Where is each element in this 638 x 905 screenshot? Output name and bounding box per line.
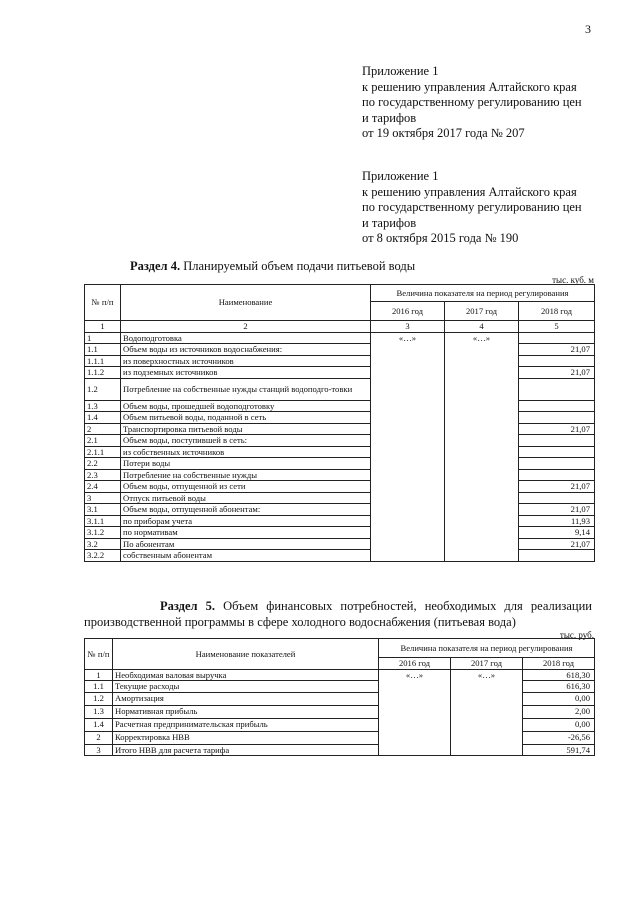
appendix-line: от 19 октября 2017 года № 207 [362, 126, 525, 141]
section-4-label: Раздел 4. [130, 259, 181, 273]
header-num: № п/п [85, 285, 121, 321]
header-year: 2017 год [451, 658, 523, 670]
year-2018-value: 21,07 [519, 538, 595, 550]
year-2018-value [519, 412, 595, 424]
header-year: 2016 год [379, 658, 451, 670]
table-row [85, 423, 595, 435]
header-year: 2016 год [371, 302, 445, 321]
column-number: 4 [445, 321, 519, 333]
year-2016-value: «…» [379, 669, 451, 756]
row-number: 3.1 [85, 504, 121, 516]
section-4-title [130, 258, 415, 274]
year-2018-value [519, 469, 595, 481]
year-2018-value [519, 550, 595, 562]
column-number: 2 [121, 321, 371, 333]
section-4-title-text: Планируемый объем подачи питьевой воды [180, 259, 416, 273]
row-number: 2 [85, 423, 121, 435]
table-row [85, 669, 595, 681]
row-name: из поверхностных источников [121, 355, 371, 367]
row-number: 1.4 [85, 412, 121, 424]
row-name: Необходимая валовая выручка [113, 669, 379, 681]
table-row [85, 515, 595, 527]
row-number: 1.3 [85, 400, 121, 412]
section-5-title-text: Объем финансовых потребностей, необходимых для реализации производственной программы в сфере холодного водоснабжения (питьевая вода) [84, 599, 592, 629]
appendix-line: и тарифов [362, 215, 417, 230]
row-number: 2.1 [85, 435, 121, 447]
header-name: Наименование [121, 285, 371, 321]
row-number: 3 [85, 492, 121, 504]
row-name: Отпуск питьевой воды [121, 492, 371, 504]
section-5-table-body [85, 669, 595, 756]
section-4-table [84, 284, 595, 562]
appendix-header-original [362, 169, 582, 247]
section-5-unit: тыс. руб. [559, 630, 594, 640]
row-name: Объем воды, отпущенной абонентам: [121, 504, 371, 516]
table-row [85, 504, 595, 516]
table-row [85, 481, 595, 493]
table-row [85, 367, 595, 379]
row-number: 1.1.2 [85, 367, 121, 379]
table-row [85, 550, 595, 562]
row-number: 1.4 [85, 718, 113, 731]
appendix-line: Приложение 1 [362, 169, 439, 183]
year-2018-value: 2,00 [523, 705, 595, 718]
year-2018-value: 21,07 [519, 367, 595, 379]
table-row [85, 332, 595, 344]
row-name: из собственных источников [121, 446, 371, 458]
row-name: Потребление на собственные нужды [121, 469, 371, 481]
row-name: Водоподготовка [121, 332, 371, 344]
table-row [85, 378, 595, 400]
table-row [85, 538, 595, 550]
row-name: Потребление на собственные нужды станций водоподго-товки [121, 378, 371, 400]
row-name: Транспортировка питьевой воды [121, 423, 371, 435]
row-number: 2.4 [85, 481, 121, 493]
row-number: 1.2 [85, 378, 121, 400]
row-name: Амортизация [113, 692, 379, 705]
year-2018-value [519, 400, 595, 412]
year-2018-value [519, 492, 595, 504]
row-name: Нормативная прибыль [113, 705, 379, 718]
year-2018-value: -26,56 [523, 731, 595, 744]
table-row [85, 492, 595, 504]
table-row [85, 458, 595, 470]
year-2018-value [519, 332, 595, 344]
section-5-title [84, 598, 592, 630]
year-2016-value: «…» [371, 332, 445, 561]
year-2018-value: 0,00 [523, 692, 595, 705]
column-number: 1 [85, 321, 121, 333]
row-name: Корректировка НВВ [113, 731, 379, 744]
table-row [85, 400, 595, 412]
table-row [85, 344, 595, 356]
appendix-line: от 8 октября 2015 года № 190 [362, 231, 519, 246]
column-number: 5 [519, 321, 595, 333]
appendix-line: по государственному регулированию цен [362, 95, 582, 110]
header-name: Наименование показателей [113, 639, 379, 670]
appendix-line: и тарифов [362, 110, 417, 125]
section-5-table [84, 638, 595, 756]
page-number: 3 [585, 22, 591, 36]
section-5-label: Раздел 5. [160, 599, 216, 613]
column-number: 3 [371, 321, 445, 333]
header-period: Величина показателя на период регулирования [371, 285, 595, 302]
row-number: 1.3 [85, 705, 113, 718]
appendix-line: к решению управления Алтайского края [362, 184, 577, 199]
year-2017-value: «…» [451, 669, 523, 756]
row-number: 2.3 [85, 469, 121, 481]
row-name: собственным абонентам [121, 550, 371, 562]
row-name: по нормативам [121, 527, 371, 539]
year-2018-value: 0,00 [523, 718, 595, 731]
row-number: 3.1.1 [85, 515, 121, 527]
year-2018-value [519, 458, 595, 470]
year-2018-value: 618,30 [523, 669, 595, 681]
row-name: по приборам учета [121, 515, 371, 527]
year-2018-value: 11,93 [519, 515, 595, 527]
row-number: 1.1.1 [85, 355, 121, 367]
appendix-header-current [362, 64, 582, 142]
year-2018-value: 591,74 [523, 744, 595, 756]
row-name: Объем воды, поступившей в сеть: [121, 435, 371, 447]
year-2018-value [519, 378, 595, 400]
table-row [85, 527, 595, 539]
row-number: 1 [85, 332, 121, 344]
year-2018-value [519, 355, 595, 367]
row-number: 3.2 [85, 538, 121, 550]
header-num: № п/п [85, 639, 113, 670]
row-number: 2 [85, 731, 113, 744]
appendix-line: по государственному регулированию цен [362, 200, 582, 215]
row-name: Итого НВВ для расчета тарифа [113, 744, 379, 756]
row-name: По абонентам [121, 538, 371, 550]
row-name: Расчетная предпринимательская прибыль [113, 718, 379, 731]
row-number: 2.2 [85, 458, 121, 470]
row-name: Объем воды из источников водоснабжения: [121, 344, 371, 356]
year-2017-value: «…» [445, 332, 519, 561]
year-2018-value: 616,30 [523, 681, 595, 693]
row-name: Потери воды [121, 458, 371, 470]
table-row [85, 446, 595, 458]
header-year: 2017 год [445, 302, 519, 321]
row-number: 1 [85, 669, 113, 681]
row-number: 1.1 [85, 681, 113, 693]
table-row [85, 469, 595, 481]
row-number: 3 [85, 744, 113, 756]
row-name: из подземных источников [121, 367, 371, 379]
appendix-line: к решению управления Алтайского края [362, 79, 577, 94]
header-period: Величина показателя на период регулирования [379, 639, 595, 658]
row-number: 2.1.1 [85, 446, 121, 458]
year-2018-value: 21,07 [519, 423, 595, 435]
row-number: 3.1.2 [85, 527, 121, 539]
year-2018-value: 21,07 [519, 481, 595, 493]
year-2018-value: 21,07 [519, 504, 595, 516]
row-number: 1.1 [85, 344, 121, 356]
row-name: Объем питьевой воды, поданной в сеть [121, 412, 371, 424]
year-2018-value: 21,07 [519, 344, 595, 356]
section-4-table-body [85, 332, 595, 561]
row-number: 3.2.2 [85, 550, 121, 562]
year-2018-value [519, 435, 595, 447]
header-year: 2018 год [519, 302, 595, 321]
row-number: 1.2 [85, 692, 113, 705]
row-name: Объем воды, отпущенной из сети [121, 481, 371, 493]
year-2018-value: 9,14 [519, 527, 595, 539]
table-row [85, 435, 595, 447]
appendix-line: Приложение 1 [362, 64, 439, 78]
table-row [85, 412, 595, 424]
table-row [85, 355, 595, 367]
row-name: Текущие расходы [113, 681, 379, 693]
section-4-unit: тыс. куб. м [552, 275, 594, 285]
header-year: 2018 год [523, 658, 595, 670]
row-name: Объем воды, прошедшей водоподготовку [121, 400, 371, 412]
year-2018-value [519, 446, 595, 458]
